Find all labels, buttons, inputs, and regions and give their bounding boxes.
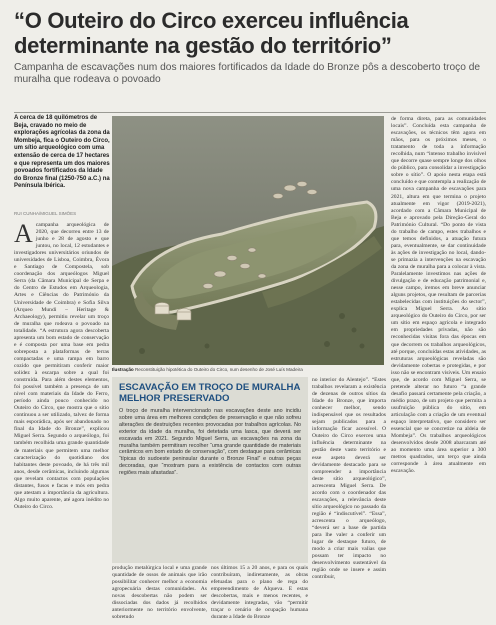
column-4-text: no interior do Alentejo”. “Estes trabalhos revelaram a existência de dezenas de outros sítios da Idade do Bronze, que importa conhecer melhor, sendo indispensável que os resultados sejam publicados para a informação ficar acessível. O Outeiro do Circo exerceu uma influência determinante na gestão deste vasto território e esse aspeto deverá ser devidamente destacado para se compreender a importância deste sítio arqueológico”, acrescenta Miguel Serra. De acordo com o coordenador das escavações, a relevância deste sítio arqueológico no passado da região é “indiscutível”. “Essa”, acrescenta o arqueólogo, “deverá ser a base de partida para lhe valer a conferir um lugar de destaque futuro, de modo a criar mais valias que possam ter impacto no desenvolvimento sustentável da região onde se insere e assim contribuir, xyxy=(312,377,386,581)
article-column-5 xyxy=(391,116,486,625)
article-column-2 xyxy=(112,565,207,625)
column-1-text: campanha arqueológica de 2020, que decorreu entre 13 de junho e 28 de agosto e que juntou, no local, 12 estudantes e investigadores universitários oriundos de universidades de Lisboa, Coimbra, Évora e Santiago de Compostela, sob coordenação dos arqueólogos Miguel Serra (da Câmara Municipal de Serpa e do Centro de Estudos em Arqueologia, Artes e Ciências do Património da Universidade de Coimbra) e Sofia Silva (Arqueo Mundi – Heritage & Archaeology), permitiu revelar um troço de muralha que rodeava o povoado na totalidade. “A estrutura agora descoberta apresenta um bom estado de conservação e é composta por uma base em pedra sobreposta a plataformas de terras compactadas e uma rampa em barro cozido que permitiram conferir maior solidez à escarpa sobre a qual foi construída. Para além destes elementos, foi possível também a presença de um nível com materiais da Idade do Ferro, período ainda pouco conhecido no Outeiro do Circo, que mostra que o sítio continuou a ser utilizado, talvez de forma mais esporádica, após ser abandonado no final da Idade do Bronze”, explicou Miguel Serra. Segundo o arqueólogo, foi também recolhida uma grande quantidade de materiais que permitem uma melhor caracterização do quotidiano dos habitantes deste povoado, de há três mil anos, desde cerâmicas, incluindo algumas que revelam contactos com populações distantes, fusos e facas e mós em pedra que atestam a importância da agricultura. Algo muito aparente, até agora inédito no Outeiro do Circo. xyxy=(14,222,109,510)
article-column-3 xyxy=(211,565,308,625)
column-2-text: produção metalúrgica local e uma grande quantidade de ossos de animais que irão possibilitar conhecer melhor a economia agropecuária destas comunidades. As novas descobertas não podem ser dissociadas dos dados já recolhidos anteriormente no território envolvente, sobretudo xyxy=(112,565,207,621)
column-3-text: nos últimos 15 a 20 anos, e para os quais contribuíram, indiretamente, as obras efetuadas para o plano de rega do empreendimento de Alqueva. E estas descobertas, mais e menos recentes, e devidamente integradas, vão “permitir traçar o cenário de ocupação humana durante a Idade do Bronze xyxy=(211,565,308,621)
fortified-settlement-illustration xyxy=(112,116,384,365)
section-divider xyxy=(14,112,486,113)
sidebar-title: ESCAVAÇÃO EM TROÇO DE MURALHA MELHOR PRESERVADO xyxy=(119,382,301,404)
caption-label: Ilustração xyxy=(112,367,134,372)
article-column-4 xyxy=(312,377,386,625)
column-5-text: de forma direta, para as comunidades locais”. Concluída esta campanha de escavações, os técnicos têm agora em mãos, para os próximos meses, o tratamento de toda a informação recolhida, num “intenso trabalho invisível que decorre quase sempre longe dos olhos do público, para consolidar a investigação sobre o sítio”. O apoio nesta etapa está concluído e que contempla a realização de uma nova campanha de escavações para 2021, altura em que termina o projeto atualmente em vigor (2019-2021), acordado com a Câmara Municipal de Beja e aprovado pela Direção-Geral do Património Cultural. “Do ponto de vista do trabalho de campo, estes trabalhos e que temos definidos, a atuação futura para, eventualmente, se dar continuidade às ações de investigação no local, dando-se primazia a intervenções na escavação da zona de muralha para a colocar à vista. Paralelamente investimos nas ações de divulgação e de educação patrimonial e, nesse campo, iremos em breve anunciar alguns projetos, que resultam de parcerias estabelecidas com instituições do sector”, explica Miguel Serra. Ao sítio arqueológico do Outeiro do Circo, por ser um sítio em espaço agrícola e integrado em propriedades privadas, não são reconhecidas visitas fora das épocas em que decorrem os trabalhos arqueológicos, até porque, concluídas estas atividades, as estruturas arqueológicas reveladas são devidamente cobertas e protegidas, e por isso não se encontram visíveis. Um ensaio que, de acordo com Miguel Serra, se pretende alterar no futuro “a grande desafio passará certamente pela criação, a médio prazo, de um projeto que permita a usufruição pública do sítio, em articulação com a criação de um eventual espaço interpretativo, que considero ser essencial que se concretize na aldeia de Mombeja”. Os trabalhos arqueológicos desenvolvidos desde 2008 abarcaram até ao momento uma área superior a 300 metros quadrados, um terço que ainda corresponde à área atualmente em escavação. xyxy=(391,116,486,475)
article-lead: A cerca de 18 quilómetros de Beja, cravado no meio de explorações agrícolas da zona da Mombeja, fica o Outeiro do Circo, um sítio arqueológico com uma extensão de cerca de 17 hectares e que representa um dos maiores povoados fortificados da Idade do Bronze final (1250-750 a.C.) na Península Ibérica. xyxy=(14,115,110,190)
drop-cap: A xyxy=(14,222,33,248)
article-column-1 xyxy=(14,222,109,625)
sidebar-body: O troço de muralha intervencionado nas escavações deste ano incidiu sobre uma área em melhores condições de preservação e que não sofreu alterações de destruições recentes provocadas por trabalhos agrícolas. No exterior da idade da muralha, foi detetada uma lasca, que deverá ser escavada em 2021. Segundo Miguel Serra, as escavações na zona da muralha também permitiram recolher “uma grande quantidade de materiais cerâmicos em bom estado de conservação”, com destaque para cerâmicas “típicas do sudoeste peninsular durante o Bronze Final” e outras peças decoradas, que “mostram para a existência de contactos com outras regiões mais afastadas”. xyxy=(119,408,301,477)
outeiro-illustration-svg xyxy=(112,116,384,365)
article-byline: RUI CUNHA/MIGUEL SIMÕES xyxy=(14,211,77,216)
article-headline: “O Outeiro do Circo exerceu influência determinante na gestão do território” xyxy=(14,8,409,58)
caption-text: Reconstituição hipotética do Outeiro do Circo, num desenho de José Luís Madeira xyxy=(134,367,303,372)
sidebar-box xyxy=(112,377,308,563)
article-subheadline: Campanha de escavações num dos maiores fortificados da Idade do Bronze pôs a descoberto troço de muralha que rodeava o povoado xyxy=(14,62,481,85)
illustration-caption xyxy=(112,367,384,372)
